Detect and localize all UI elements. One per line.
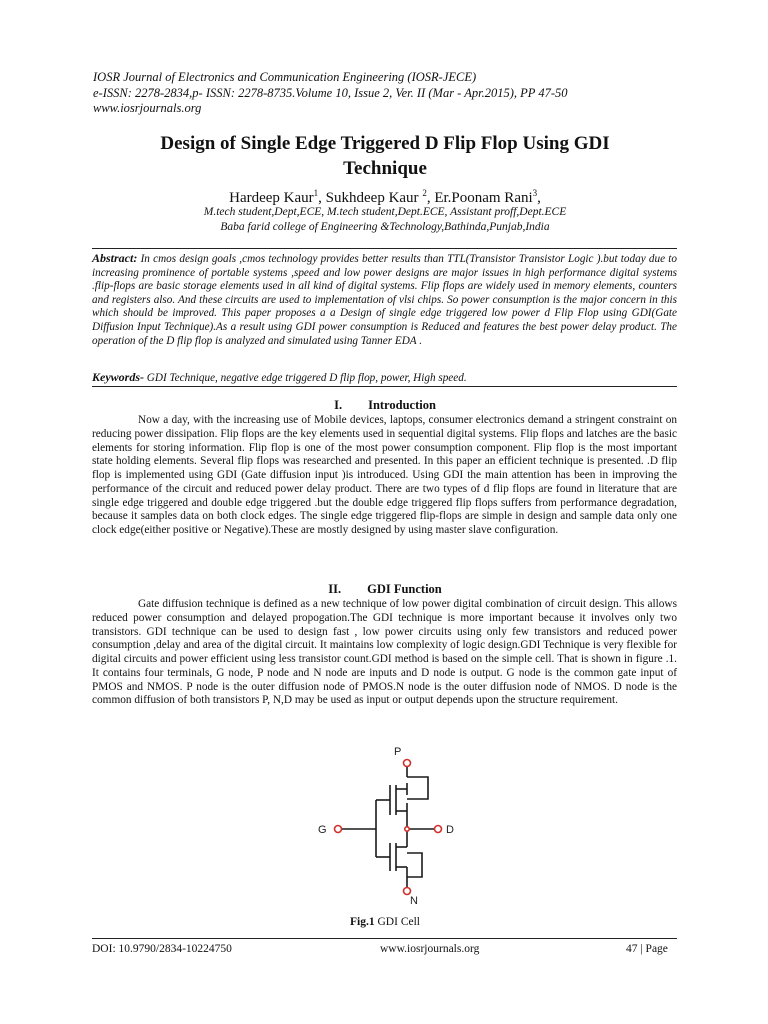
journal-header [93, 70, 693, 117]
affiliation-line-1: M.tech student,Dept,ECE, M.tech student,Dept.ECE, Assistant proff,Dept.ECE [203, 206, 567, 218]
abstract-bottom-rule [92, 386, 677, 387]
section-number: II. [328, 582, 342, 596]
p-terminal [404, 760, 411, 767]
title-line-2: Technique [343, 158, 427, 179]
footer-rule [92, 938, 677, 939]
section-title: Introduction [368, 398, 436, 412]
footer-doi: DOI: 10.9790/2834-10224750 [92, 943, 232, 955]
nmos-body-link [407, 853, 422, 877]
section-heading-introduction [90, 398, 680, 413]
keywords-text: GDI Technique, negative edge triggered D flip flop, power, High speed. [144, 372, 467, 384]
section-heading-gdi-function [90, 582, 680, 597]
g-terminal [335, 826, 342, 833]
figure-caption [300, 916, 470, 928]
author-3-sup: 3 [532, 188, 538, 198]
label-n: N [410, 895, 418, 905]
author-2: , Sukhdeep Kaur [318, 190, 423, 206]
d-terminal [435, 826, 442, 833]
keywords-label: Keywords- [92, 370, 144, 384]
circuit-terminals [335, 760, 442, 895]
affiliation-line-2: Baba farid college of Engineering &Technology,Bathinda,Punjab,India [220, 221, 550, 233]
footer-page-number: 47 | Page [626, 943, 668, 955]
circuit-wires [342, 759, 434, 887]
label-g: G [318, 824, 327, 836]
d-junction [405, 827, 409, 831]
introduction-paragraph: Now a day, with the increasing use of Mobile devices, laptops, consumer electronics demand a stringent constraint on reducing power dissipation. Flip flops are the key elements used in sequential digital systems. Flip flops and latches are the basic elements for storing information. Flip flop is one of the most power consumption component. Flip flop is the most important state holding elements. Several flip flops was researched and presented. In this paper an efficient technique is presented. .D flip flop is implemented using GDI (Gate diffusion input )is introduced. Using GDI the main attention has been in improving the performance of the circuit and reduced power delay product. There are two types of d flip flops are found in literature that are single edge triggered and double edge triggered .but the double edge triggered flip flops suffers from performance degradation, because it samples data on both clock edges. The single edge triggered flip-flops are simple in design and sample data only one clock edge(either positive or Negative).These are mostly designed by using master slave configuration. [92, 414, 677, 536]
keywords [92, 370, 677, 385]
paper-title [90, 131, 680, 181]
author-3: , Er.Poonam Rani [426, 190, 533, 206]
author-2-sup: 2 [422, 188, 427, 198]
n-terminal [404, 888, 411, 895]
author-1: Hardeep Kaur [229, 190, 314, 206]
author-1-sup: 1 [313, 188, 319, 198]
pmos-body-link [407, 777, 428, 799]
section-number: I. [334, 398, 343, 412]
author-tail: , [537, 190, 541, 206]
abstract-top-rule [92, 248, 677, 249]
journal-name: IOSR Journal of Electronics and Communication Engineering (IOSR-JECE) [93, 70, 477, 84]
journal-issn: e-ISSN: 2278-2834,p- ISSN: 2278-8735.Volume 10, Issue 2, Ver. II (Mar - Apr.2015), PP 47-50 [93, 85, 568, 100]
abstract [92, 252, 677, 348]
title-line-1: Design of Single Edge Triggered D Flip Flop Using GDI [160, 133, 610, 154]
abstract-label: Abstract: [92, 251, 138, 265]
label-p: P [394, 746, 402, 758]
section-title: GDI Function [367, 582, 442, 596]
figure-number: Fig.1 [350, 916, 375, 928]
label-d: D [446, 824, 454, 836]
figure-caption-text: GDI Cell [374, 916, 420, 928]
journal-url[interactable]: www.iosrjournals.org [93, 101, 202, 115]
footer-site[interactable]: www.iosrjournals.org [380, 943, 480, 955]
abstract-text: In cmos design goals ,cmos technology provides better results than TTL(Transistor Transistor Logic ).but today due to increasing prominence of portable systems ,speed and low power designs are major issues in high performance digital systems .flip-flops are basic storage elements used in all kind of digital systems. Flip flops are widely used in memory elements, counters and registers also. And these circuits are used to implementation of vlsi chips. So power consumption is the major concern in this which should be improved. This paper proposes a a Design of single edge triggered low power d Flip Flop using GDI(Gate Diffusion Input Technique).As a result using GDI power consumption is Reduced and features the best power delay product. The operation of the D flip flop is analyzed and simulated using Tanner EDA . [92, 253, 677, 347]
author-list [90, 184, 680, 207]
gdi-cell-schematic [310, 745, 460, 905]
gdi-cell-figure [310, 745, 460, 905]
gdi-function-paragraph: Gate diffusion technique is defined as a new technique of low power digital combination of circuit design. This allows reduced power consumption and delayed propogation.The GDI technique is more important because it involves only two transistors. GDI technique can be used to design fast , low power circuits using only few transistors and reduced power consumption ,delay and area of the digital circuit. It maintains low complexity of logic design.GDI Technique is very flexible for digital circuits and power efficient using less transistor count.GDI method is based on the simple cell. That is shown in figure .1. It contains four terminals, G node, P node and N node are inputs and D node is output. G node is the common gate input of PMOS and NMOS. P node is the outer diffusion node of PMOS.N node is the outer diffusion node of NMOS. D node is the common diffusion of both transistors P, N,D may be used as input or output depends upon the structure requirement. [92, 598, 677, 707]
